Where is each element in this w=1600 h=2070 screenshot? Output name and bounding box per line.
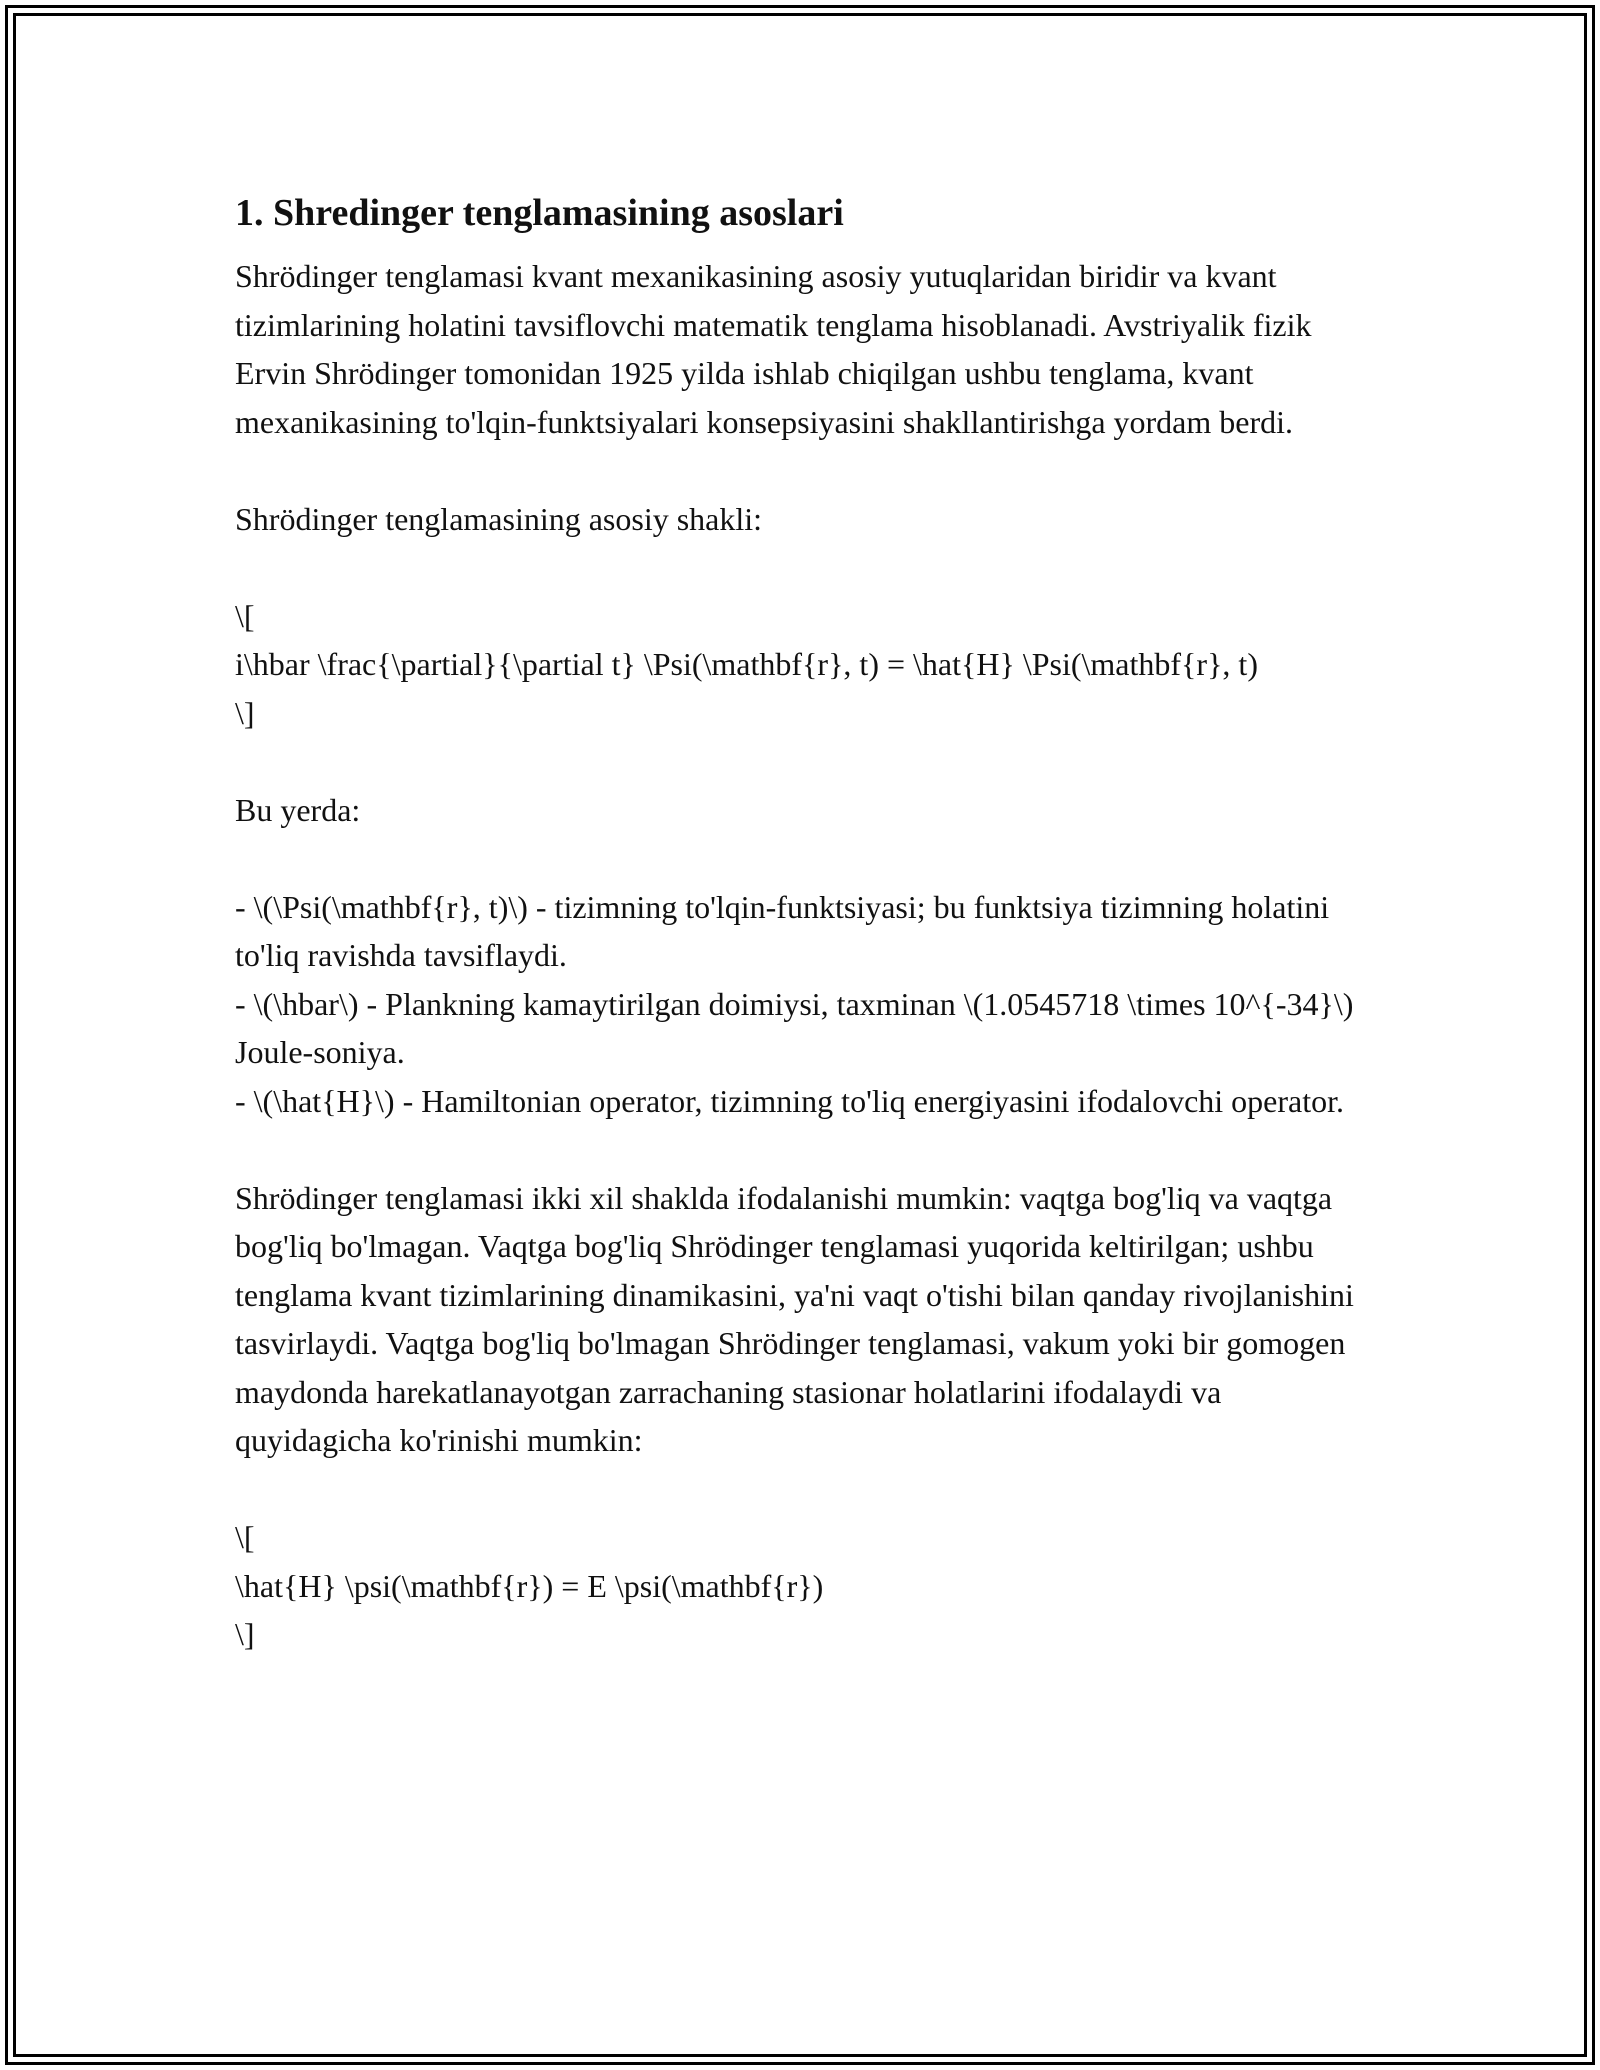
document-body bbox=[235, 186, 1365, 1659]
basic-form-label: Shrödinger tenglamasining asosiy shakli: bbox=[235, 500, 763, 537]
where-label: Bu yerda: bbox=[235, 791, 361, 828]
intro-paragraph: Shrödinger tenglamasi kvant mexanikasining asosiy yutuqlaridan biridir va kvant tizimlarining holatini tavsiflovchi matematik tenglama hisoblanadi. Avstriyalik fizik Ervin Shrödinger tomonidan 1925 yilda ishlab chiqilgan ushbu tenglama, kvant mexanikasining to'lqin-funktsiyalari konsepsiyasini shakllantirishga yordam berdi. bbox=[235, 258, 1312, 440]
definitions-list: - \(\Psi(\mathbf{r}, t)\) - tizimning to'lqin-funktsiyasi; bu funktsiya tizimning holatini to'liq ravishda tavsiflaydi. - \(\hbar\) - Plankning kamaytirilgan doimiysi, taxminan \(1.0545718 \times 10^{-34}\) Joule-soniya. - \(\hat{H}\) - Hamiltonian operator, tizimning to'liq energiyasini ifodalovchi operator. bbox=[235, 888, 1354, 1119]
equation-time-independent: \[ \hat{H} \psi(\mathbf{r}) = E \psi(\mathbf{r}) \] bbox=[235, 1519, 824, 1652]
equation-time-dependent: \[ i\hbar \frac{\partial}{\partial t} \Psi(\mathbf{r}, t) = \hat{H} \Psi(\mathbf{r}, t) \] bbox=[235, 597, 1258, 731]
forms-paragraph: Shrödinger tenglamasi ikki xil shaklda ifodalanishi mumkin: vaqtga bog'liq va vaqtga bog'liq bo'lmagan. Vaqtga bog'liq Shrödinger tenglamasi yuqorida keltirilgan; ushbu tenglama kvant tizimlarining dinamikasini, ya'ni vaqt o'tishi bilan qanday rivojlanishini tasvirlaydi. Vaqtga bog'liq bo'lmagan Shrödinger tenglamasi, vakum yoki bir gomogen maydonda harekatlanayotgan zarrachaning stasionar holatlarini ifodalaydi va quyidagicha ko'rinishi mumkin: bbox=[235, 1179, 1354, 1458]
section-heading: 1. Shredinger tenglamasining asoslari bbox=[235, 192, 844, 234]
